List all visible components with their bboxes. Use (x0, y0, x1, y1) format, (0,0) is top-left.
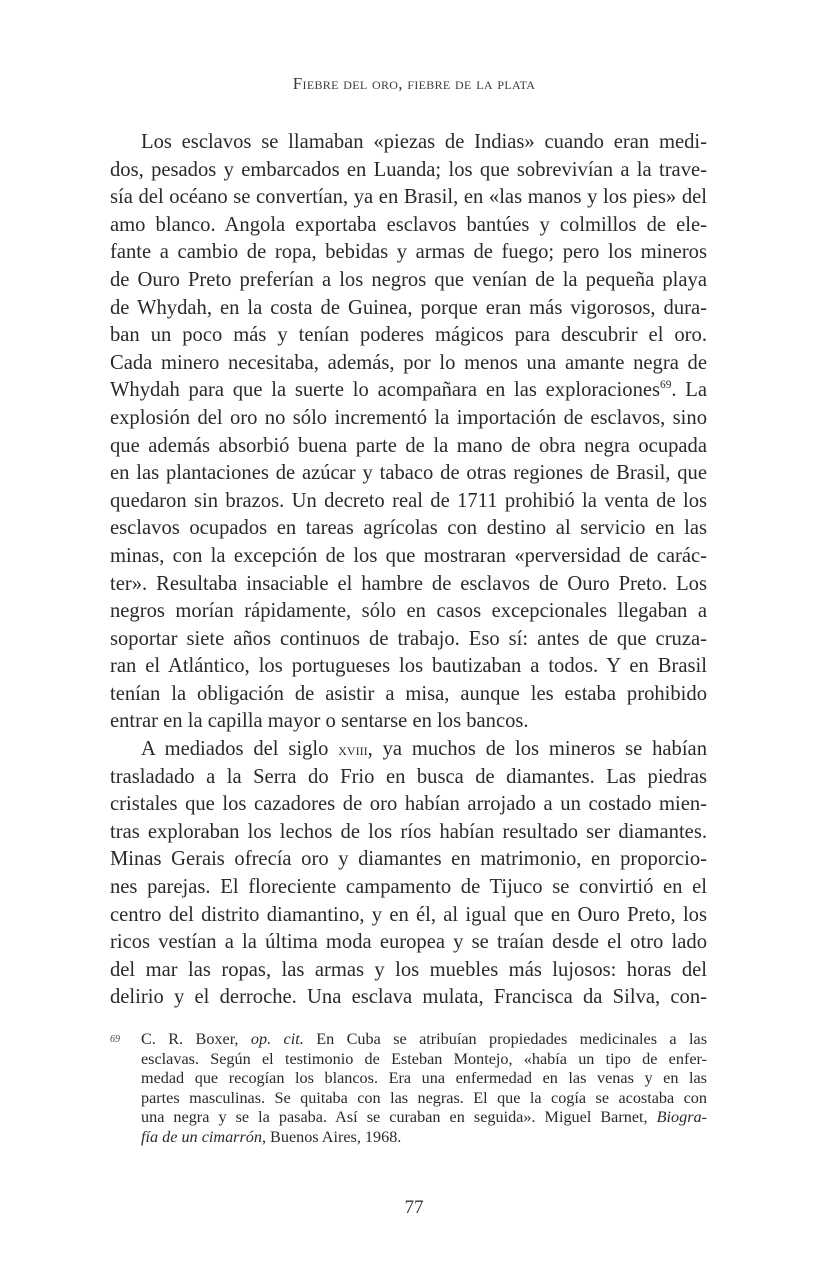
text-line: minas, con la excepción de los que mostraran «perversidad de carác- (110, 544, 707, 567)
text-line: negros morían rápidamente, sólo en casos excepcionales llegaban a (110, 600, 707, 623)
text-line: ran el Atlántico, los portugueses los bautizaban a todos. Y en Brasil (110, 655, 707, 678)
text-line: dos, pesados y embarcados en Luanda; los que sobrevivían a la trave- (110, 158, 707, 181)
footnote-body (141, 1030, 707, 1148)
text-line: ter». Resultaba insaciable el hambre de esclavos de Ouro Preto. Los (110, 572, 707, 595)
footnote-line (141, 1128, 707, 1148)
text-line: centro del distrito diamantino, y en él, al igual que en Ouro Preto, los (110, 903, 707, 926)
text-line (110, 736, 707, 764)
text-fragment: A mediados del siglo (141, 738, 339, 761)
text-line: soportar siete años continuos de trabajo. Eso sí: antes de que cruza- (110, 627, 707, 650)
footnote-line: esclavas. Según el testimonio de Esteban Montejo, «había un tipo de enfer- (141, 1049, 707, 1068)
text-line: del mar las ropas, las armas y los muebles más lujosos: horas del (110, 958, 707, 981)
text-fragment: , ya muchos de los mineros se habían (367, 738, 707, 761)
text-line: sía del océano se convertían, ya en Brasil, en «las manos y los pies» del (110, 186, 707, 209)
text-line: trasladado a la Serra do Frio en busca de diamantes. Las piedras (110, 765, 707, 788)
text-fragment: . La (671, 379, 707, 402)
footnote-number: 69 (110, 1034, 120, 1045)
citation-italic: op. cit. (250, 1030, 304, 1048)
text-line: ban un poco más y tenían poderes mágicos para descubrir el oro. (110, 324, 707, 347)
text-fragment: , Buenos Aires, 1968. (261, 1127, 402, 1146)
text-line: en las plantaciones de azúcar y tabaco de otras regiones de Brasil, que (110, 462, 707, 485)
text-line: nes parejas. El floreciente campamento de Tijuco se convirtió en el (110, 876, 707, 899)
text-line: Minas Gerais ofrecía oro y diamantes en matrimonio, en proporcio- (110, 848, 707, 871)
footnote-line: partes masculinas. Se quitaba con las negras. El que la cogía se acostaba con (141, 1088, 707, 1107)
text-line: Cada minero necesitaba, además, por lo menos una amante negra de (110, 351, 707, 374)
text-line: tenían la obligación de asistir a misa, aunque les estaba prohibido (110, 682, 707, 705)
text-line: delirio y el derroche. Una esclava mulata, Francisca da Silva, con- (110, 986, 707, 1009)
footnote-line (141, 1030, 707, 1050)
footnote-line: medad que recogían los blancos. Era una enfermedad en las venas y en las (141, 1069, 707, 1088)
book-title-italic: fía de un cimarrón (141, 1127, 262, 1146)
text-fragment: En Cuba se atribuían propiedades medicinales a las (303, 1030, 707, 1048)
text-line (110, 377, 707, 405)
main-text (110, 129, 707, 1012)
text-line: amo blanco. Angola exportaba esclavos bantúes y colmillos de ele- (110, 213, 707, 236)
text-line: ricos vestían a la última moda europea y se traían desde el otro lado (110, 931, 707, 954)
text-line: quedaron sin brazos. Un decreto real de 1711 prohibió la venta de los (110, 489, 707, 512)
text-line: cristales que los cazadores de oro habían arrojado a un costado mien- (110, 793, 707, 816)
text-line: de Whydah, en la costa de Guinea, porque eran más vigorosos, dura- (110, 296, 707, 319)
text-fragment: una negra y se la pasaba. Así se curaban en seguida». Miguel Barnet, (141, 1108, 657, 1127)
century-numeral: xviii (338, 739, 368, 760)
text-line: Los esclavos se llamaban «piezas de Indias» cuando eran medi- (141, 131, 707, 153)
book-title-italic: Biogra- (656, 1108, 707, 1127)
running-head: Fiebre del oro, fiebre de la plata (292, 74, 536, 93)
text-line: que además absorbió buena parte de la mano de obra negra ocupada (110, 434, 707, 457)
text-line: esclavos ocupados en tareas agrícolas con destino al servicio en las (110, 517, 707, 540)
text-fragment: Whydah para que la suerte lo acompañara en las exploraciones (110, 379, 661, 402)
page-number: 77 (404, 1197, 424, 1218)
text-line: fante a cambio de ropa, bebidas y armas de fuego; pero los mineros (110, 241, 707, 264)
text-line: tras exploraban los lechos de los ríos habían resultado ser diamantes. (110, 820, 707, 843)
text-line: explosión del oro no sólo incrementó la importación de esclavos, sino (110, 406, 707, 429)
text-line: entrar en la capilla mayor o sentarse en los bancos. (110, 710, 529, 733)
footnote-reference[interactable]: 69 (660, 379, 672, 392)
footnote-line (141, 1108, 707, 1128)
text-line: de Ouro Preto preferían a los negros que venían de la pequeña playa (110, 268, 707, 291)
text-fragment: C. R. Boxer, (141, 1030, 251, 1048)
